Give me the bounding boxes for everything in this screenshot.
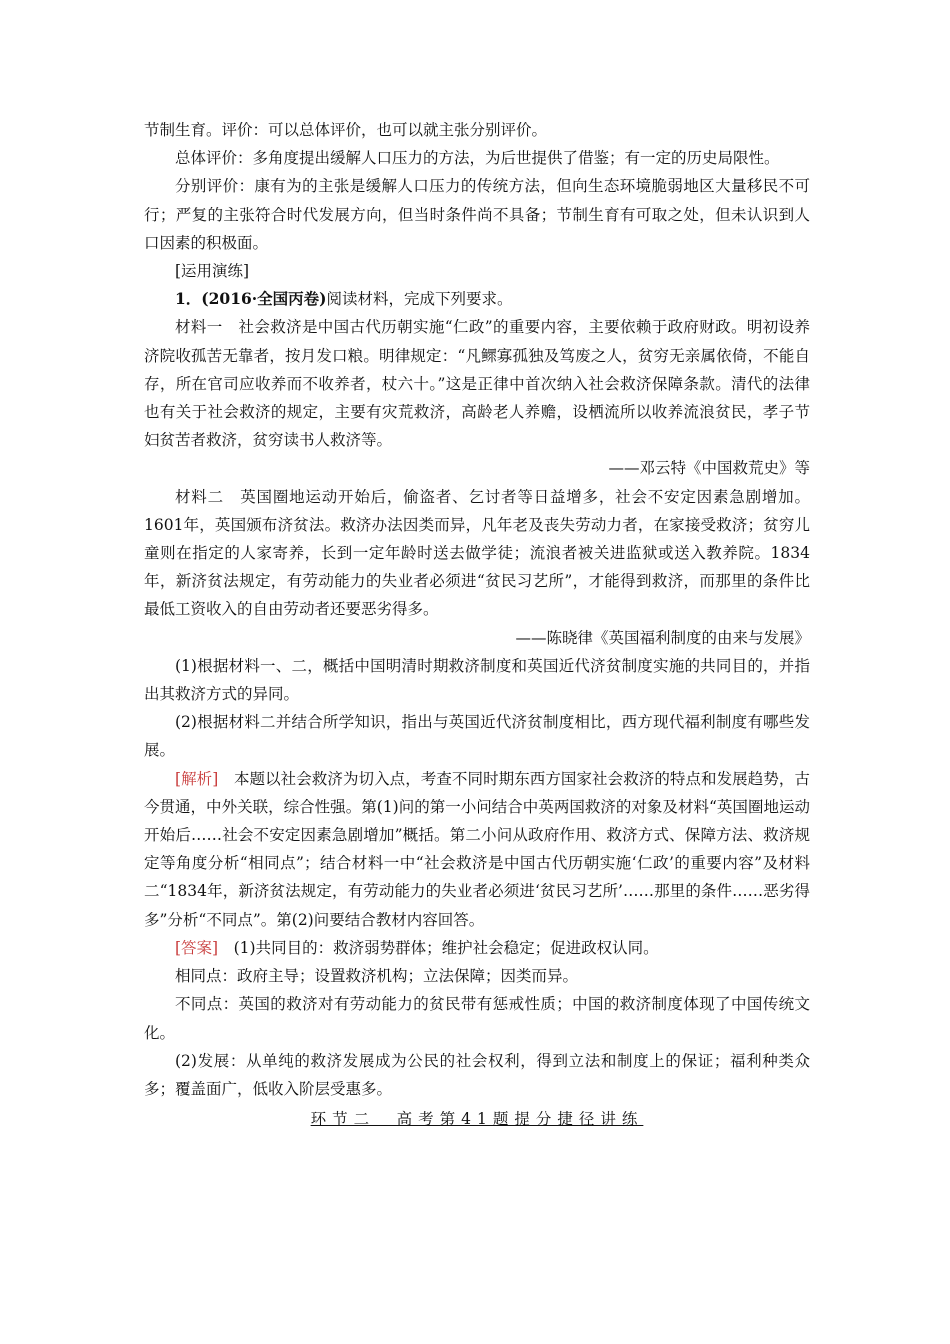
answer-two: (2)发展：从单纯的救济发展成为公民的社会权利，得到立法和制度上的保证；福利种类众多；覆盖面广，低收入阶层受惠多。 [144,1051,810,1098]
answer-different: 不同点：英国的救济对有劳动能力的贫民带有惩戒性质；中国的救济制度体现了中国传统文化。 [144,995,810,1042]
answer-same: 相同点：政府主导；设置救济机构；立法保障；因类而异。 [175,967,579,986]
material-one-text: 社会救济是中国古代历朝实施“仁政”的重要内容，主要依赖于政府财政。明初设养济院收孤苦无靠者，按月发口粮。明律规定：“凡鳏寡孤独及笃废之人，贫穷无亲属依倚，不能自存，所在官司应收养而不收养者，杖六十。”这是正律中首次纳入社会救济保障条款。清代的法律也有关于社会救济的规定，主要有灾荒救济，高龄老人养赡，设栖流所以收养流浪贫民，孝子节妇贫苦者救济，贫穷读书人救济等。 [144,318,810,450]
material-two [144,483,810,624]
analysis [144,765,810,934]
material-one-source: ——邓云特《中国救荒史》等 [608,459,810,478]
answer-label: [答案] [175,938,219,957]
practice-label: [运用演练] [175,262,250,281]
answer-one [144,934,810,962]
answer-one-text: (1)共同目的：救济弱势群体；维护社会稳定；促进政权认同。 [233,938,659,957]
material-two-label: 材料二 [175,487,224,506]
document-page [144,116,810,1133]
requirement-two: (2)根据材料二并结合所学知识，指出与英国近代济贫制度相比，西方现代福利制度有哪些发展。 [144,713,810,760]
analysis-text: 本题以社会救济为切入点，考查不同时期东西方国家社会救济的特点和发展趋势，古今贯通，中外关联，综合性强。第(1)问的第一小问结合中英两国救济的对象及材料“英国圈地运动开始后……社会不安定因素急剧增加”概括。第二小问从政府作用、救济方式、保障方法、救济规定等角度分析“相同点”；结合材料一中“社会救济是中国古代历朝实施‘仁政’的重要内容”及材料二“1834年，新济贫法规定，有劳动能力的失业者必须进‘贫民习艺所’……那里的条件……恶劣得多”分析“不同点”。第(2)问要结合教材内容回答。 [144,769,810,929]
question-heading [144,285,810,313]
text-line: 节制生育。评价：可以总体评价，也可以就主张分别评价。 [144,121,548,139]
overall-evaluation: 总体评价：多角度提出缓解人口压力的方法，为后世提供了借鉴；有一定的历史局限性。 [175,149,780,168]
separate-evaluation: 分别评价：康有为的主张是缓解人口压力的传统方法，但向生态环境脆弱地区大量移民不可行；严复的主张符合时代发展方向，但当时条件尚不具备；节制生育有可取之处，但未认识到人口因素的积极面。 [144,177,810,252]
material-one [144,313,810,454]
analysis-label: [解析] [175,769,219,788]
requirement-one: (1)根据材料一、二，概括中国明清时期救济制度和英国近代济贫制度实施的共同目的，并指出其救济方式的异同。 [144,656,810,704]
question-text: 阅读材料，完成下列要求。 [326,290,513,309]
material-two-text: 英国圈地运动开始后，偷盗者、乞讨者等日益增多，社会不安定因素急剧增加。1601年，英国颁布济贫法。救济办法因类而异，凡年老及丧失劳动力者，在家接受救济；贫穷儿童则在指定的人家寄养，长到一定年龄时送去做学徒；流浪者被关进监狱或送入教养院。1834年，新济贫法规定，有劳动能力的失业者必须进“贫民习艺所”，才能得到救济，而那里的条件比最低工资收入的自由劳动者还要恶劣得多。 [144,487,810,619]
material-two-source: ——陈晓律《英国福利制度的由来与发展》 [515,628,810,647]
question-number: 1． [175,289,202,309]
section-title: 环节二 高考第41题提分捷径讲练 [310,1110,644,1129]
question-source: (2016·全国丙卷) [201,289,327,309]
material-one-label: 材料一 [175,318,223,337]
